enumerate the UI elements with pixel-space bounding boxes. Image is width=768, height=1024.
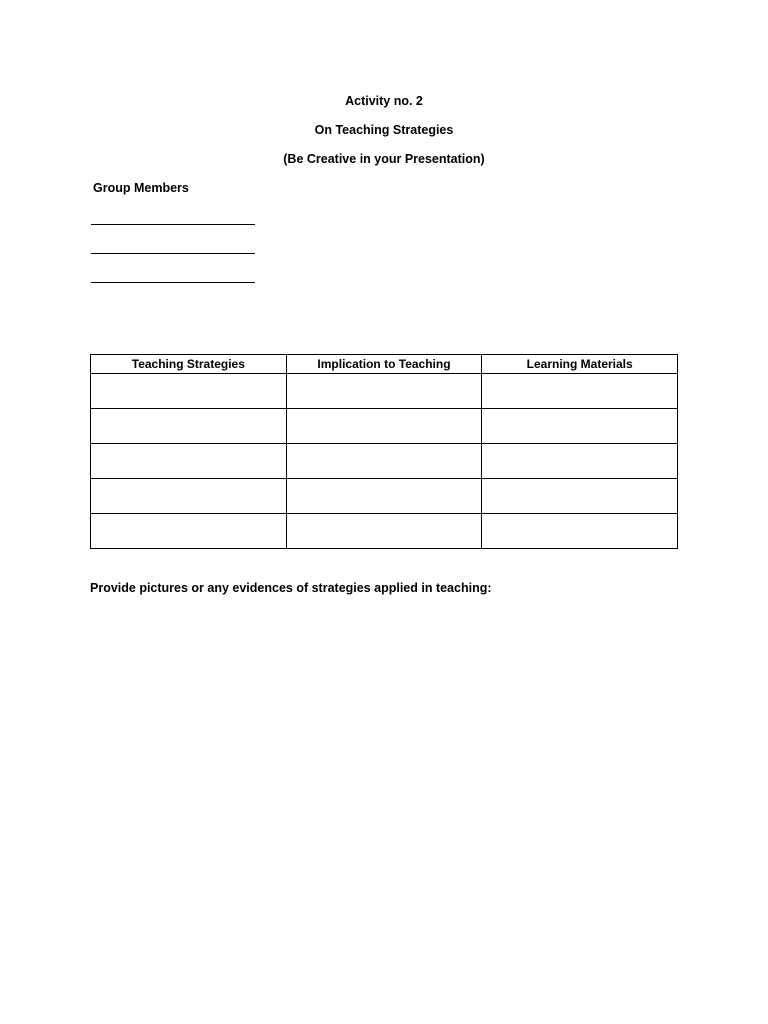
header-teaching-strategies: Teaching Strategies: [91, 355, 287, 374]
table-cell[interactable]: [91, 444, 287, 479]
table-cell[interactable]: [91, 514, 287, 549]
table-cell[interactable]: [286, 479, 482, 514]
presentation-note: (Be Creative in your Presentation): [283, 152, 485, 166]
table-cell[interactable]: [482, 409, 678, 444]
table-cell[interactable]: [482, 479, 678, 514]
member-blank-line[interactable]: [91, 282, 255, 283]
activity-subtitle: On Teaching Strategies: [314, 123, 454, 137]
table-cell[interactable]: [286, 514, 482, 549]
table-row: [91, 514, 678, 549]
table-row: [91, 374, 678, 409]
table-cell[interactable]: [91, 479, 287, 514]
table-cell[interactable]: [286, 409, 482, 444]
member-blank-line[interactable]: [91, 224, 255, 225]
header-learning-materials: Learning Materials: [482, 355, 678, 374]
evidence-instruction: Provide pictures or any evidences of strategies applied in teaching:: [90, 581, 492, 595]
table-row: [91, 444, 678, 479]
table-cell[interactable]: [482, 444, 678, 479]
strategies-table: [90, 354, 678, 549]
header-implication-to-teaching: Implication to Teaching: [286, 355, 482, 374]
table-cell[interactable]: [286, 374, 482, 409]
table-cell[interactable]: [286, 444, 482, 479]
activity-title: Activity no. 2: [345, 94, 423, 108]
table-row: [91, 409, 678, 444]
table-cell[interactable]: [482, 514, 678, 549]
group-members-label: Group Members: [93, 181, 189, 195]
table-cell[interactable]: [91, 374, 287, 409]
member-blank-line[interactable]: [91, 253, 255, 254]
table-header-row: [91, 355, 678, 374]
table-row: [91, 479, 678, 514]
table-cell[interactable]: [482, 374, 678, 409]
table-cell[interactable]: [91, 409, 287, 444]
